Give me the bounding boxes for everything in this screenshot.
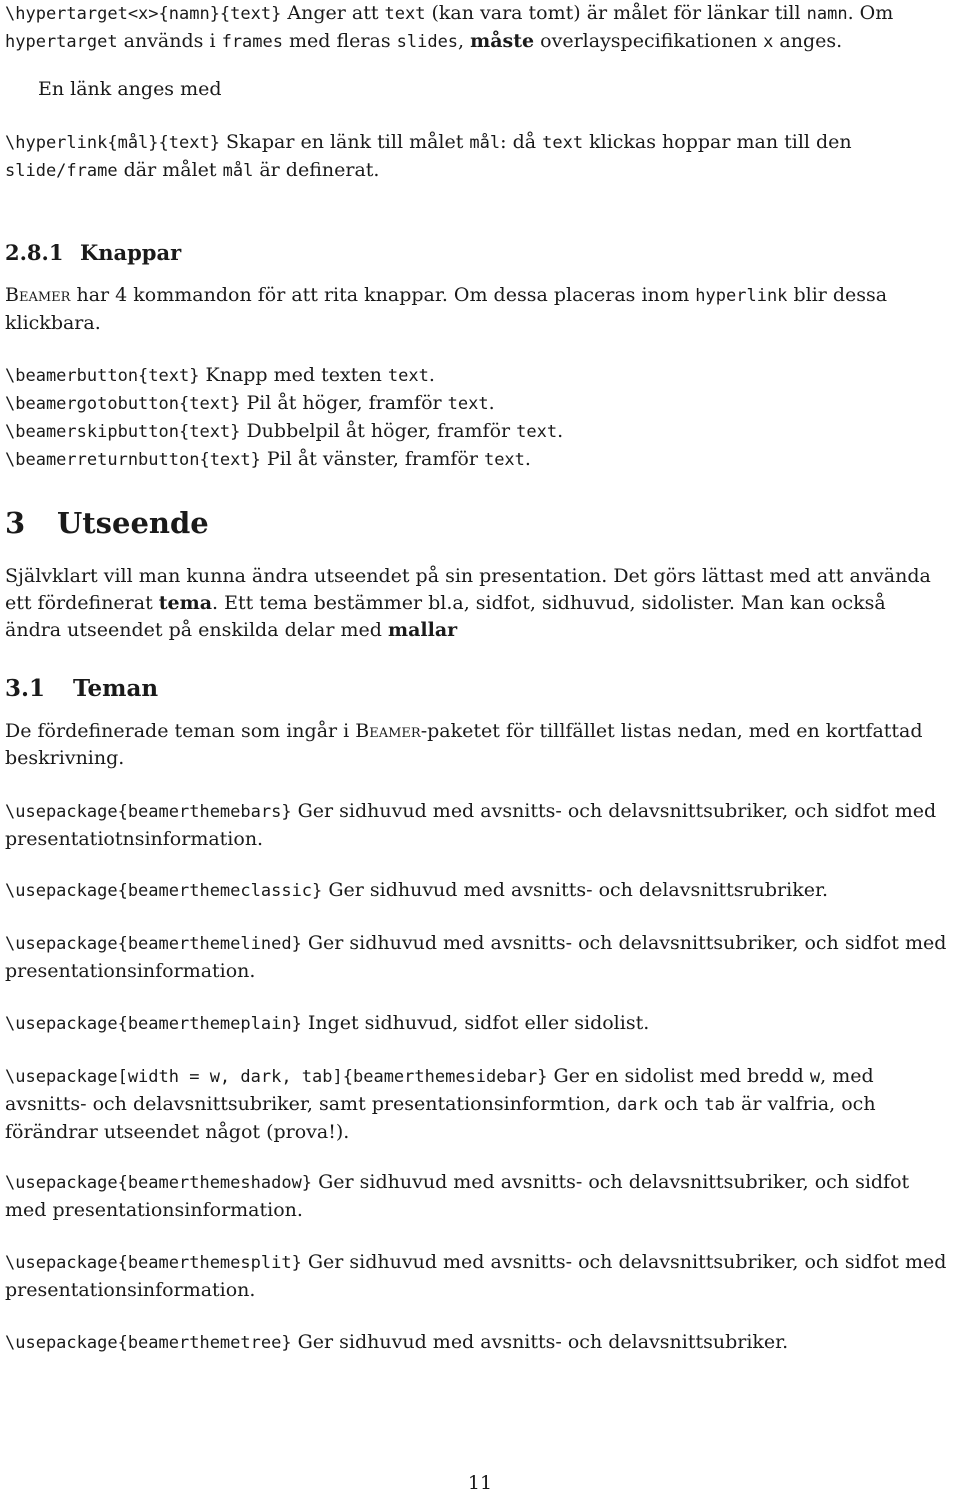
text-run: klickas hoppar man till den xyxy=(583,131,852,153)
theme-entry-classic xyxy=(5,877,947,905)
text-run: Pil åt vänster, framför xyxy=(260,448,484,470)
command-code: \beamergotobutton{text} xyxy=(5,394,241,414)
inline-code: mål xyxy=(222,161,254,181)
bold-text: måste xyxy=(470,30,535,52)
text-run: : då xyxy=(500,131,543,153)
theme-entry-plain xyxy=(5,1010,947,1038)
theme-entry-shadow xyxy=(5,1169,947,1224)
inline-code: frames xyxy=(221,32,283,52)
subsubsection-heading xyxy=(5,239,947,266)
inline-code: text xyxy=(542,133,584,153)
text-run: (kan vara tomt) är målet för länkar till xyxy=(425,2,807,24)
heading-title: Knappar xyxy=(80,240,182,265)
inline-code: x xyxy=(763,32,774,52)
command-code: \usepackage{beamerthemeclassic} xyxy=(5,881,323,901)
inline-code: hypertarget xyxy=(5,32,118,52)
utseende-paragraph xyxy=(5,563,947,644)
theme-entry-tree xyxy=(5,1329,947,1357)
command-code: \usepackage[width = w, dark, tab]{beamerthemesidebar} xyxy=(5,1067,548,1087)
paragraph-text: En länk anges med xyxy=(38,78,222,100)
inline-code: slide/frame xyxy=(5,161,118,181)
text-run: med fleras xyxy=(283,30,397,52)
heading-number: 3 xyxy=(5,506,26,540)
command-code: \usepackage{beamerthemebars} xyxy=(5,802,292,822)
text-run: Ger en sidolist med bredd xyxy=(547,1065,810,1087)
inline-code: text xyxy=(447,394,489,414)
page-number: 11 xyxy=(467,1472,493,1494)
text-run: Ger sidhuvud med avsnitts- och delavsnittsubriker, och sidfot med presentationsinformation. xyxy=(5,932,947,982)
text-run: där målet xyxy=(117,159,223,181)
text-run: Ger sidhuvud med avsnitts- och delavsnittsubriker, och sidfot med presentationsinformation. xyxy=(5,1251,947,1301)
theme-entry-bars xyxy=(5,798,947,853)
text-run: är valfria, och förändrar utseendet något (prova!). xyxy=(5,1093,876,1143)
text-run: , xyxy=(458,30,471,52)
inline-code: text xyxy=(384,4,426,24)
text-run: . xyxy=(524,448,531,470)
button-command-list xyxy=(5,362,947,474)
command-code: \beamerreturnbutton{text} xyxy=(5,450,261,470)
knappar-paragraph xyxy=(5,282,947,337)
theme-entry-lined xyxy=(5,930,947,985)
text-run: är definerat. xyxy=(253,159,380,181)
text-run: blir dessa klickbara. xyxy=(5,284,888,334)
inline-code: namn xyxy=(806,4,848,24)
text-run: Ger sidhuvud med avsnitts- och delavsnittsubriker, och sidfot med presentationsinformation. xyxy=(5,1171,910,1221)
bold-text: mallar xyxy=(387,619,458,641)
text-run: Självklart vill man kunna ändra utseendet på sin presentation. Det görs lättast med att använda ett fördefinerat xyxy=(5,565,931,614)
text-run: används i xyxy=(117,30,222,52)
text-run: Skapar en länk till målet xyxy=(219,131,470,153)
text-run: Inget sidhuvud, sidfot eller sidolist. xyxy=(301,1012,650,1034)
text-run: . xyxy=(557,420,564,442)
command-code: \usepackage{beamerthemesplit} xyxy=(5,1253,302,1273)
command-code: \usepackage{beamerthemeshadow} xyxy=(5,1173,313,1193)
inline-code: w xyxy=(809,1067,821,1087)
text-run: Dubbelpil åt höger, framför xyxy=(240,420,517,442)
text-run: . xyxy=(428,364,435,386)
inline-code: slides xyxy=(396,32,459,52)
inline-code: hyperlink xyxy=(695,286,788,306)
text-run: . xyxy=(488,392,495,414)
hyperlink-paragraph xyxy=(5,129,947,185)
command-code: \beamerskipbutton{text} xyxy=(5,422,241,442)
text-run: overlayspecifikationen xyxy=(534,30,764,52)
list-item xyxy=(5,362,947,390)
text-run: har 4 kommandon för att rita knappar. Om dessa placeras inom xyxy=(70,284,696,306)
list-item xyxy=(5,390,947,418)
text-run: Ger sidhuvud med avsnitts- och delavsnittsrubriker. xyxy=(322,879,828,901)
text-run: Anger att xyxy=(281,2,385,24)
list-item xyxy=(5,418,947,446)
text-run: , med avsnitts- och delavsnittsubriker, samt presentationsinformtion, xyxy=(5,1065,874,1115)
command-code: \beamerbutton{text} xyxy=(5,366,200,386)
text-run: Ger sidhuvud med avsnitts- och delavsnittsubriker, och sidfot med presentatiotnsinformation. xyxy=(5,800,937,850)
command-code: \usepackage{beamerthemetree} xyxy=(5,1333,292,1353)
command-code: \hyperlink{mål}{text} xyxy=(5,133,220,153)
text-run: Ger sidhuvud med avsnitts- och delavsnittsubriker. xyxy=(291,1331,789,1353)
text-run: De fördefinerade teman som ingår i xyxy=(5,720,356,742)
command-code: \usepackage{beamerthemelined} xyxy=(5,934,302,954)
beamer-name: Beamer xyxy=(355,720,421,742)
inline-code: tab xyxy=(704,1095,736,1115)
inline-code: text xyxy=(516,422,558,442)
link-intro-paragraph xyxy=(38,76,960,103)
heading-number: 2.8.1 xyxy=(5,240,64,265)
theme-entry-sidebar xyxy=(5,1063,947,1146)
heading-number: 3.1 xyxy=(5,675,46,702)
inline-code: mål xyxy=(469,133,501,153)
inline-code: dark xyxy=(616,1095,658,1115)
inline-code: text xyxy=(387,366,429,386)
text-run: Pil åt höger, framför xyxy=(240,392,448,414)
text-run: och xyxy=(657,1093,705,1115)
bold-text: tema xyxy=(158,592,213,614)
theme-entry-split xyxy=(5,1249,947,1304)
teman-intro-paragraph xyxy=(5,718,947,772)
text-run: -paketet för tillfället listas nedan, med en kortfattad beskrivning. xyxy=(5,720,923,769)
command-code: \usepackage{beamerthemeplain} xyxy=(5,1014,302,1034)
heading-title: Teman xyxy=(73,675,159,702)
hypertarget-paragraph xyxy=(5,0,947,56)
text-run: Knapp med texten xyxy=(199,364,388,386)
command-code: \hypertarget<x>{namn}{text} xyxy=(5,4,282,24)
text-run: . Ett tema bestämmer bl.a, sidfot, sidhuvud, sidolister. Man kan också ändra utseendet på enskilda delar med xyxy=(5,592,886,641)
section-heading xyxy=(5,506,947,540)
list-item xyxy=(5,446,947,474)
heading-title: Utseende xyxy=(57,506,209,540)
inline-code: text xyxy=(483,450,525,470)
text-run: anges. xyxy=(773,30,843,52)
subsection-heading xyxy=(5,674,947,704)
text-run: . Om xyxy=(847,2,894,24)
beamer-name: Beamer xyxy=(5,284,71,306)
